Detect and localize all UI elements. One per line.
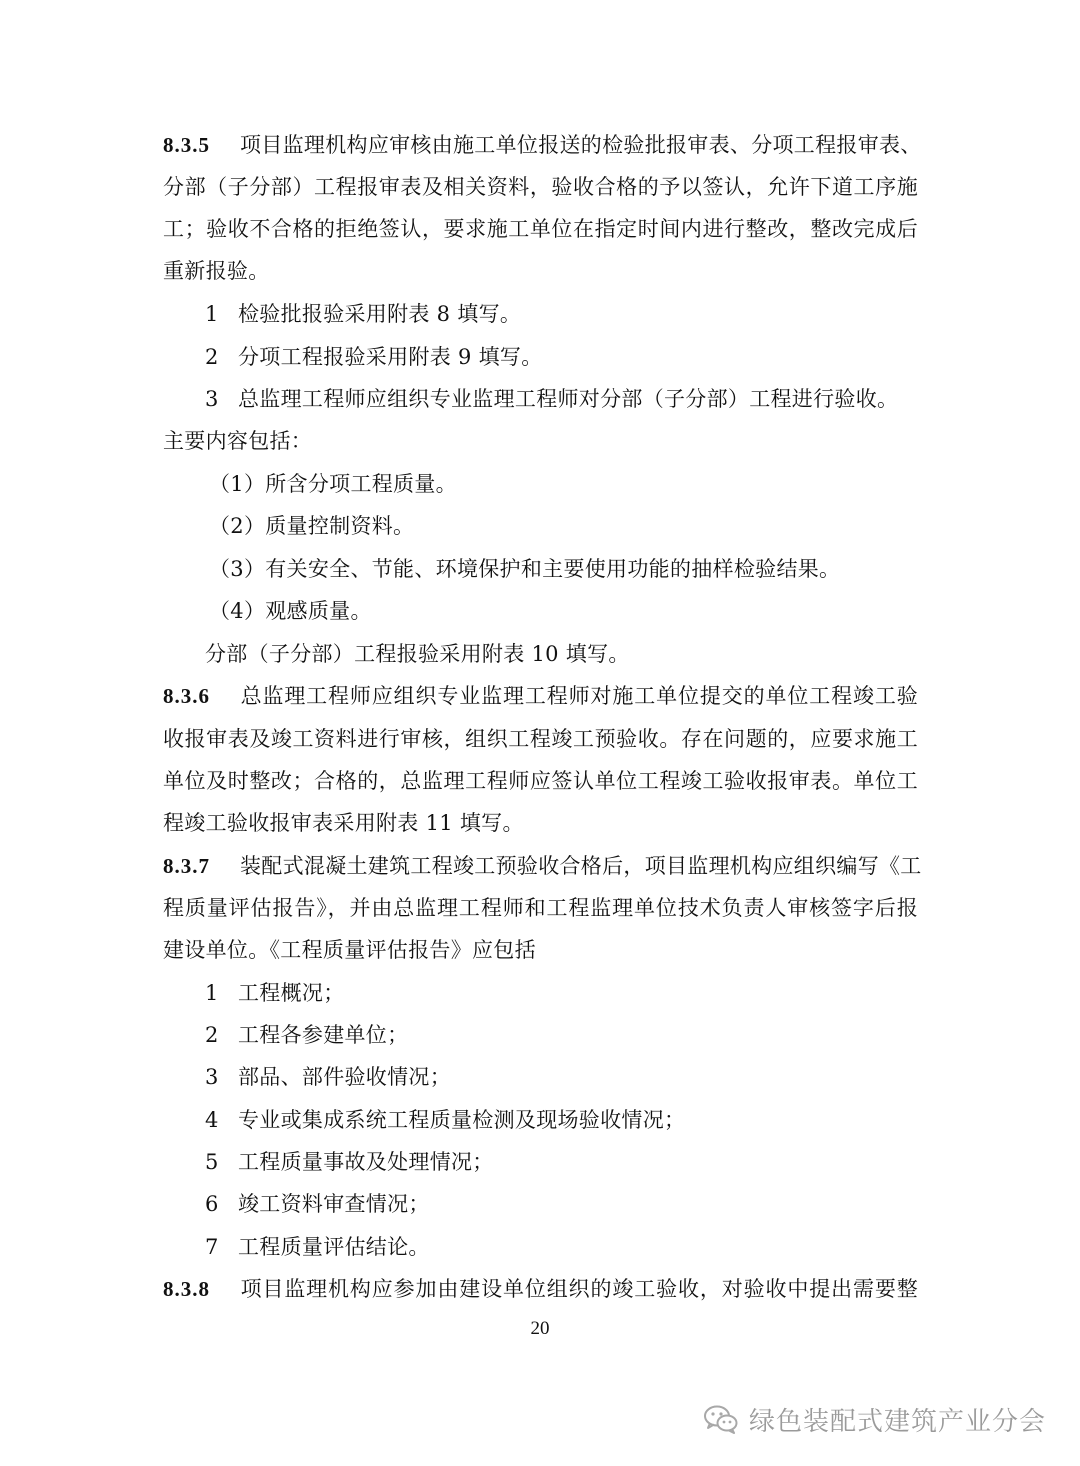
- sub-list-item: （4）观感质量。: [209, 599, 372, 623]
- list-item: 1 工程概况；: [205, 981, 345, 1005]
- list-item: 5 工程质量事故及处理情况；: [205, 1150, 494, 1174]
- section-8-3-6-line-3: 单位及时整改；合格的，总监理工程师应签认单位工程竣工验收报审表。单位工: [163, 769, 918, 793]
- section-number: 8.3.8: [163, 1277, 210, 1301]
- watermark-text: 绿色装配式建筑产业分会: [748, 1406, 1046, 1437]
- list-item: 1 检验批报验采用附表 8 填写。: [205, 302, 522, 326]
- sub-list-item: （1）所含分项工程质量。: [209, 472, 457, 496]
- section-8-3-8-line-1: 8.3.8 项目监理机构应参加由建设单位组织的竣工验收，对验收中提出需要整: [163, 1268, 918, 1310]
- section-8-3-6-line-4: 程竣工验收报审表采用附表 11 填写。: [163, 811, 524, 835]
- section-number: 8.3.6: [163, 684, 210, 708]
- list-item: 7 工程质量评估结论。: [205, 1235, 430, 1259]
- wechat-icon: [703, 1404, 739, 1434]
- list-item: 3 部品、部件验收情况；: [205, 1065, 451, 1089]
- list-item-continuation: 主要内容包括：: [163, 429, 313, 453]
- list-item: 4 专业或集成系统工程质量检测及现场验收情况；: [205, 1108, 686, 1132]
- section-8-3-6-line-2: 收报审表及竣工资料进行审核，组织工程竣工预验收。存在问题的，应要求施工: [163, 727, 918, 751]
- section-8-3-6-line-1: 8.3.6 总监理工程师应组织专业监理工程师对施工单位提交的单位工程竣工验: [163, 675, 918, 717]
- section-number: 8.3.5: [163, 133, 210, 157]
- sub-list-item: （2）质量控制资料。: [209, 514, 415, 538]
- list-item: 2 分项工程报验采用附表 9 填写。: [205, 345, 543, 369]
- list-item: 6 竣工资料审查情况；: [205, 1192, 430, 1216]
- section-8-3-5-line-1: 8.3.5 项目监理机构应审核由施工单位报送的检验批报审表、分项工程报审表、: [163, 124, 918, 166]
- page-number: 20: [530, 1318, 550, 1339]
- section-8-3-7-line-1: 8.3.7 装配式混凝土建筑工程竣工预验收合格后，项目监理机构应组织编写《工: [163, 845, 918, 887]
- watermark: [703, 1397, 1046, 1441]
- list-item: 3 总监理工程师应组织专业监理工程师对分部（子分部）工程进行验收。: [205, 387, 899, 411]
- list-item: 2 工程各参建单位；: [205, 1023, 409, 1047]
- paragraph-closing: 分部（子分部）工程报验采用附表 10 填写。: [205, 642, 630, 666]
- section-8-3-5-line-3: 工；验收不合格的拒绝签认，要求施工单位在指定时间内进行整改，整改完成后: [163, 217, 918, 241]
- section-8-3-7-line-3: 建设单位。《工程质量评估报告》应包括: [163, 938, 536, 962]
- section-8-3-5-line-2: 分部（子分部）工程报审表及相关资料，验收合格的予以签认，允许下道工序施: [163, 175, 918, 199]
- section-number: 8.3.7: [163, 854, 210, 878]
- sub-list-item: （3）有关安全、节能、环境保护和主要使用功能的抽样检验结果。: [209, 557, 841, 581]
- section-8-3-7-line-2: 程质量评估报告》，并由总监理工程师和工程监理单位技术负责人审核签字后报: [163, 896, 918, 920]
- section-8-3-5-line-4: 重新报验。: [163, 259, 270, 283]
